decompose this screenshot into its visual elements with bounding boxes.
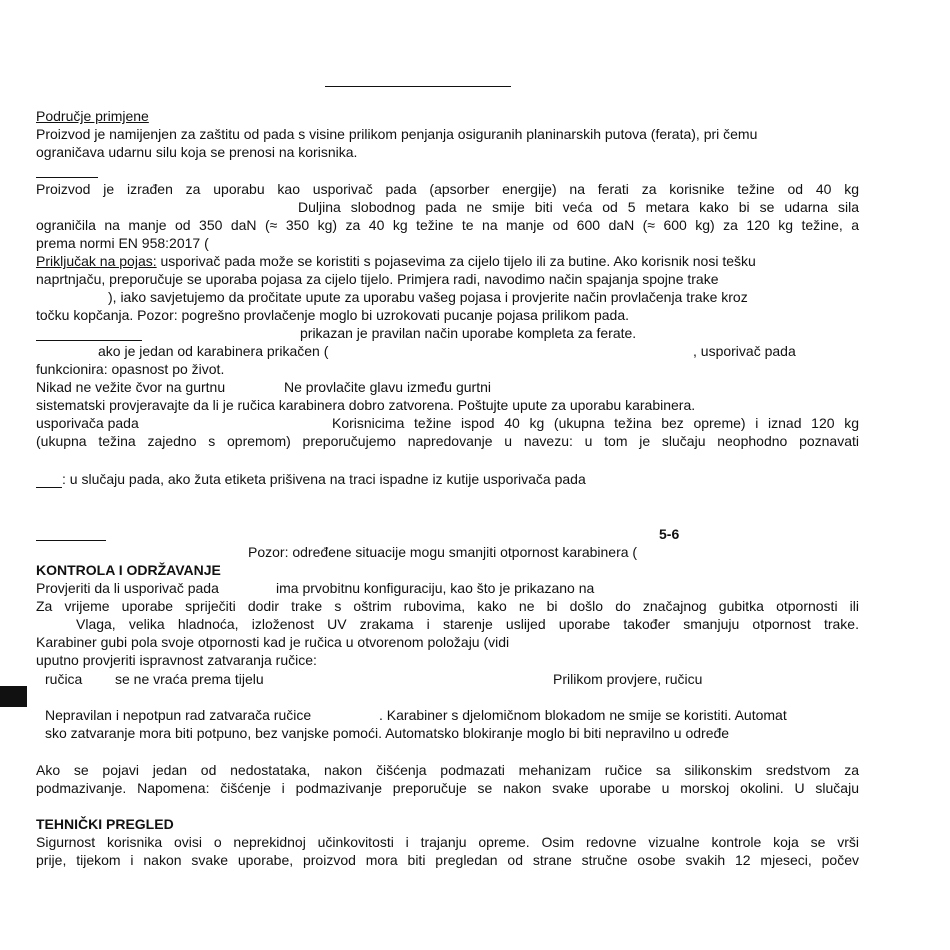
page-edge-tab [0,686,27,707]
usage-line-4: prema normi EN 958:2017 ( [36,235,209,251]
usage-line-14a: usporivača pada [36,415,139,431]
scope-line-2: ograničava udarnu silu koja se prenosi na korisnika. [36,144,358,160]
inspection-line-1: Sigurnost korisnika ovisi o neprekidnoj učinkovitosti i trajanju opreme. Osim redovne vizualne kontrole koja se vrši [36,834,859,850]
usage-line-12b: Ne provlačite glavu između gurtni [284,379,491,395]
usage-line-13: sistematski provjeravajte da li je ručica karabinera dobro zatvorena. Poštujte upute za uporabu karabinera. [36,397,696,413]
usage-line-8: točku kopčanja. Pozor: pogrešno provlačenje moglo bi uzrokovati pucanje pojasa prilikom pada. [36,307,630,323]
usage-line-15: (ukupna težina zajedno s opremom) preporučujemo napredovanje u navezu: u tom je slučaju neophodno poznavati [36,433,859,449]
control-heading: KONTROLA I ODRŽAVANJE [36,562,221,578]
control-line-9: Ako se pojavi jedan od nedostataka, nakon čišćenja podmazati mehanizam ručice sa silikonskim sredstvom za [36,762,859,778]
scope-line-1: Proizvod je namijenjen za zaštitu od pada s visine prilikom penjanja osiguranih planinarskih putova (ferata), pri čemu [36,126,758,142]
control-line-7b: . Karabiner s djelomičnom blokadom ne smije se koristiti. Automat [379,707,787,723]
usage-line-1: Proizvod je izrađen za uporabu kao usporivač pada (apsorber energije) na ferati za korisnike težine od 40 kg [36,181,859,197]
scope-heading: Područje primjene [36,108,149,124]
control-line-6b: se ne vraća prema tijelu [115,671,264,687]
usage-line-3: ograničila na manje od 350 daN (≈ 350 kg) za 40 kg težine te na manje od 600 daN (≈ 600 kg) za 120 kg težine, a [36,217,859,233]
usage-line-6: naprtnjaču, preporučuje se uporaba pojasa za cijelo tijelo. Primjera radi, navodimo način spajanja spojne trake [36,271,719,287]
usage-line-14b: Korisnicima težine ispod 40 kg (ukupna težina bez opreme) i iznad 120 kg [332,415,859,431]
caution-rule [36,540,106,541]
attach-text: usporivač pada može se koristiti s pojasevima za cijelo tijelo ili za butine. Ako korisnik nosi tešku [156,253,756,269]
control-line-6c: Prilikom provjere, ručicu [553,671,703,687]
usage-rule [36,177,98,178]
figure-rule [36,340,142,341]
note-rule [36,487,62,488]
attach-heading: Priključak na pojas: [36,253,157,269]
inspection-line-2: prije, tijekom i nakon svake uporabe, proizvod mora biti pregledan od strane stručne osobe svakih 12 mjeseci, počev [36,852,859,868]
control-line-5: uputno provjeriti ispravnost zatvaranja ručice: [36,652,317,668]
attach-line [36,252,756,270]
usage-line-12a: Nikad ne vežite čvor na gurtnu [36,379,226,395]
usage-line-7: ), iako savjetujemo da pročitate upute za uporabu vašeg pojasa i provjerite način provlačenja trake kroz [108,289,748,305]
usage-line-9: prikazan je pravilan način uporabe kompleta za ferate. [300,325,637,341]
usage-line-10b: , usporivač pada [693,343,796,359]
control-line-1b: ima prvobitnu konfiguraciju, kao što je prikazano na [276,580,595,596]
usage-line-10a: ako je jedan od karabinera prikačen ( [98,343,329,359]
control-line-1a: Provjeriti da li usporivač pada [36,580,219,596]
title-rule [325,86,511,87]
control-line-4: Karabiner gubi pola svoje otpornosti kad je ručica u otvorenom položaju (vidi [36,634,510,650]
usage-line-2: Duljina slobodnog pada ne smije biti veća od 5 metara kako bi se udarna sila [298,199,859,215]
control-line-7a: Nepravilan i nepotpun rad zatvarača ručice [45,707,312,723]
caution-line: Pozor: određene situacije mogu smanjiti otpornost karabinera ( [248,544,638,560]
control-line-10: podmazivanje. Napomena: čišćenje i podmazivanje preporučuje se nakon svake uporabe u morskoj okolini. U slučaju [36,780,859,796]
control-line-8: sko zatvaranje mora biti potpuno, bez vanjske pomoći. Automatsko blokiranje moglo bi biti nepravilno u određe [45,725,730,741]
control-line-6a: ručica [45,671,83,687]
inspection-heading: TEHNIČKI PREGLED [36,816,174,832]
usage-line-16: : u slučaju pada, ako žuta etiketa prišivena na traci ispadne iz kutije usporivača pada [62,471,586,487]
usage-line-11: funkcionira: opasnost po život. [36,361,225,377]
control-line-3: Vlaga, velika hladnoća, izloženost UV zrakama i starenje uslijed uporabe također smanjuju otpornost trake. [76,616,859,632]
page-ref: 5-6 [659,526,680,542]
control-line-2: Za vrijeme uporabe spriječiti dodir trake s oštrim rubovima, kako ne bi došlo do značajnog gubitka otpornosti ili [36,598,859,614]
